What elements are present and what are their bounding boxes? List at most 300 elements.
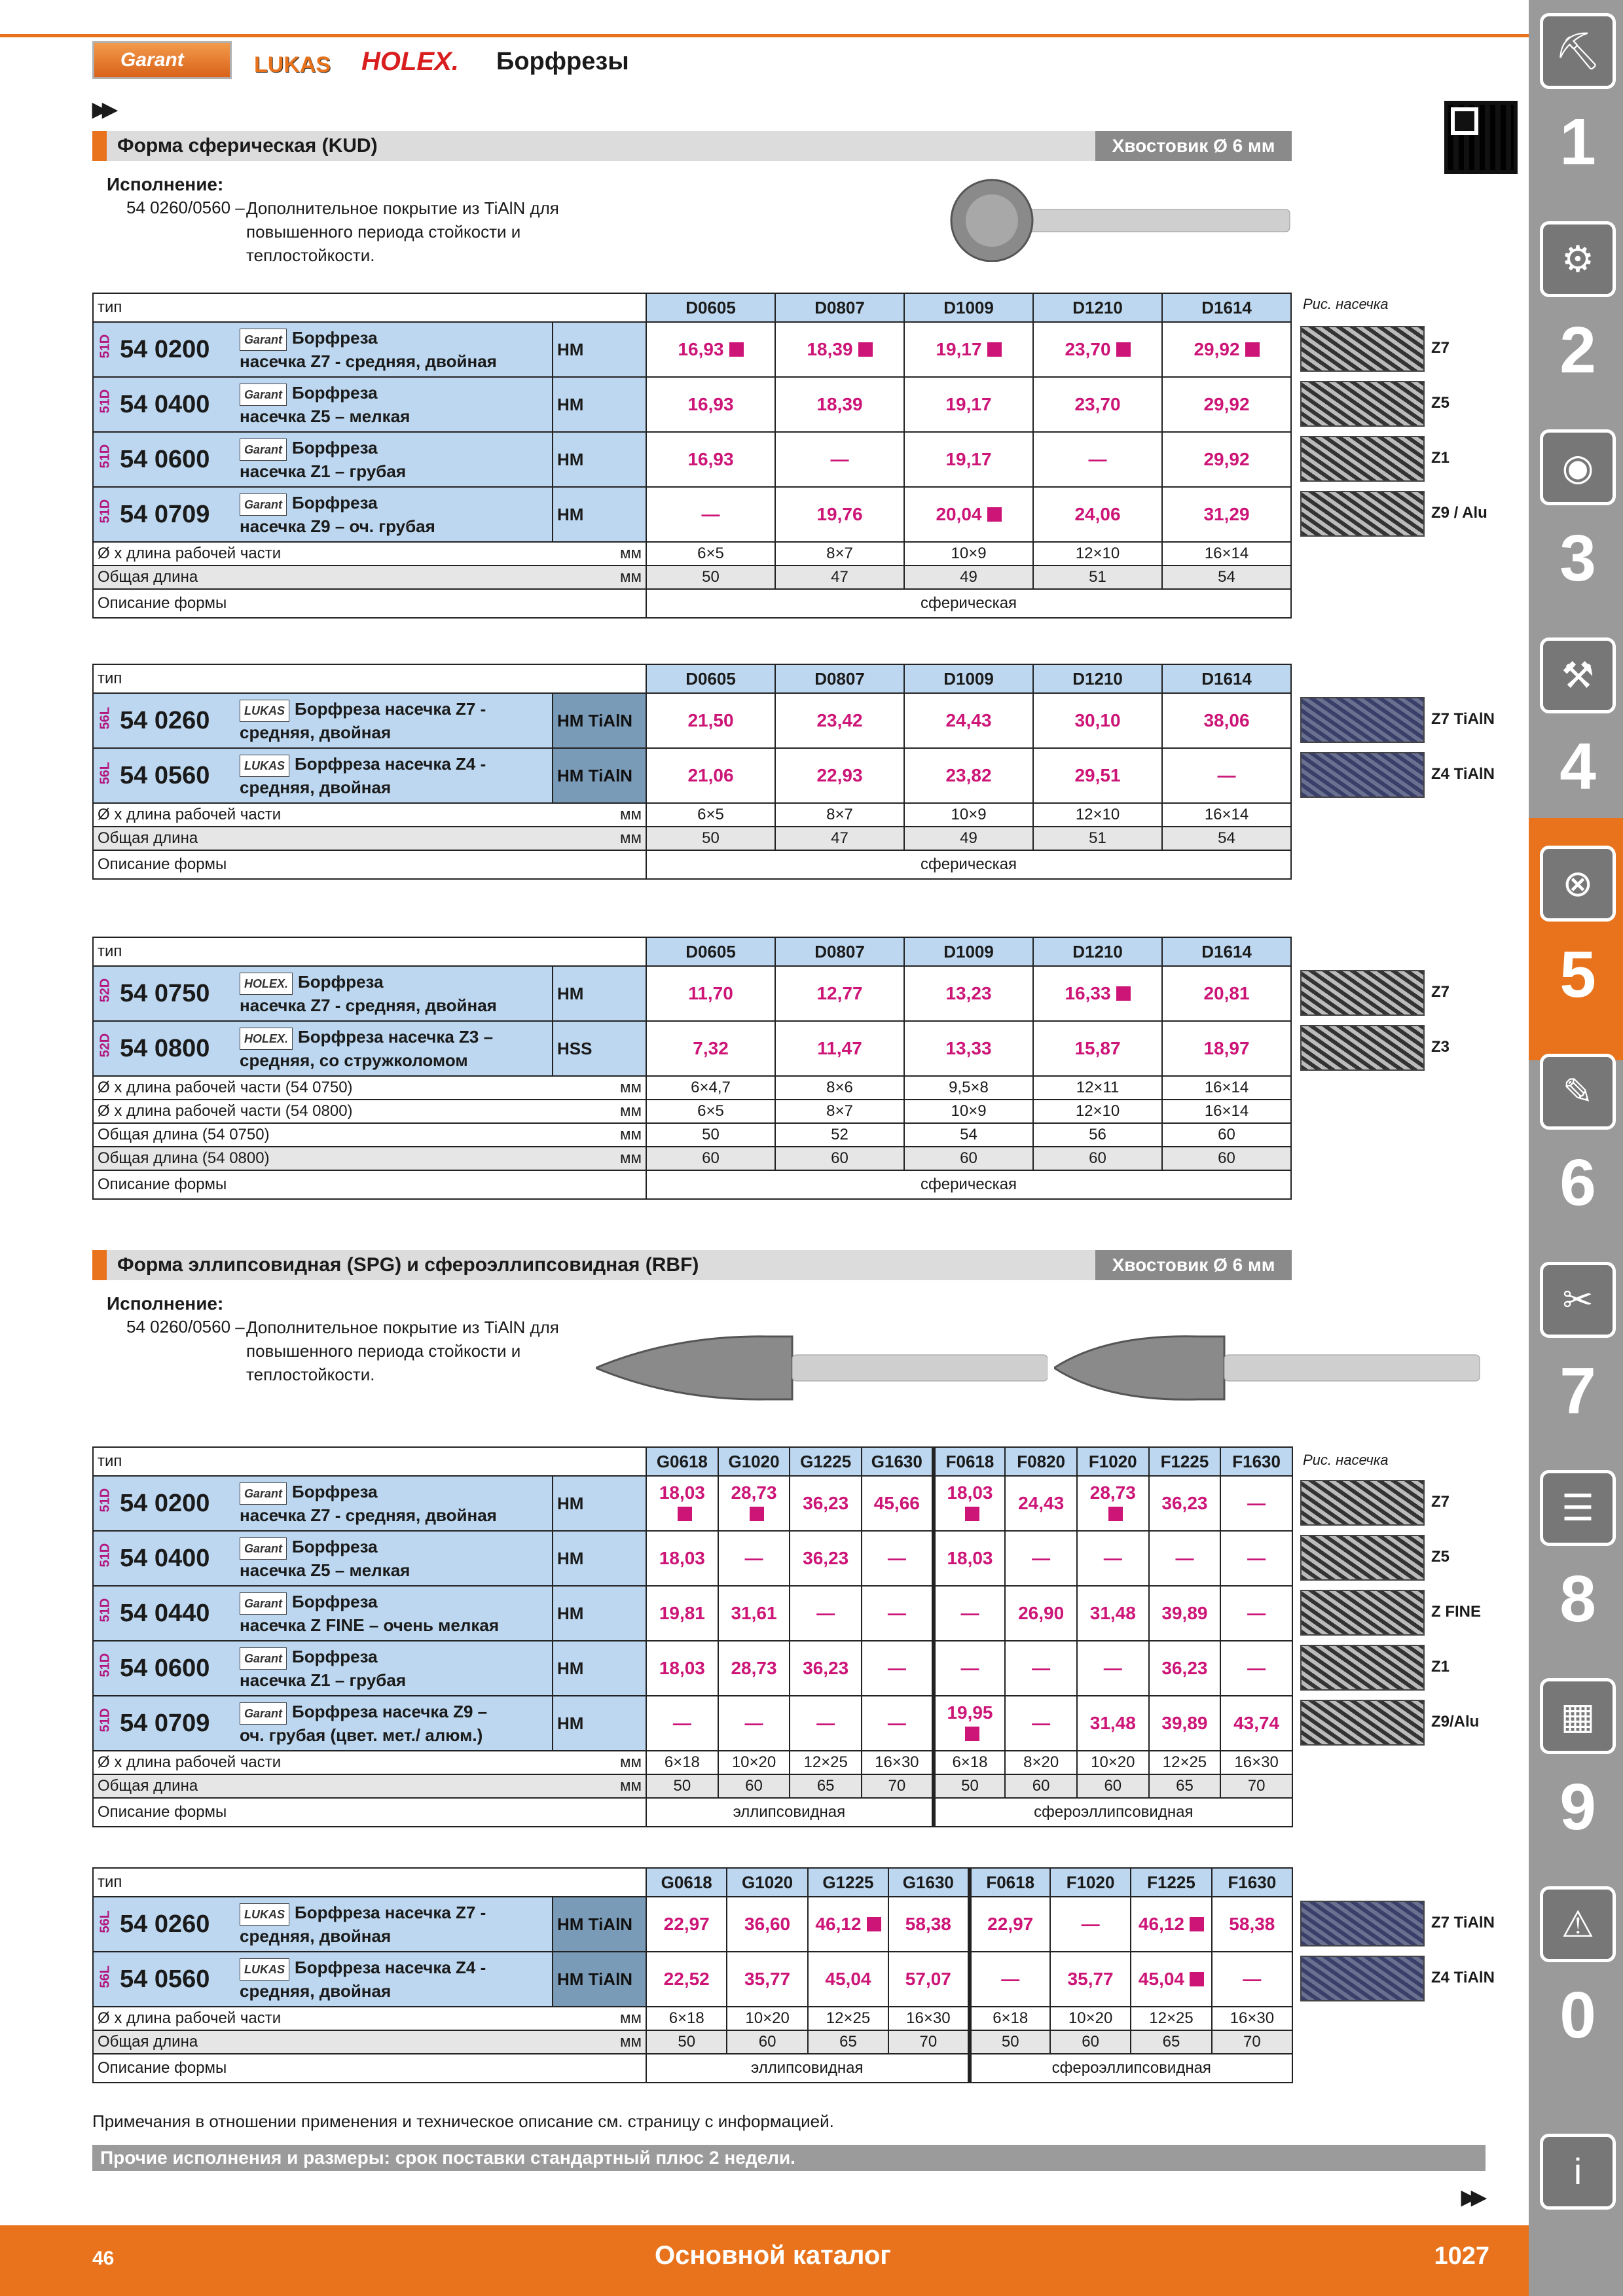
price-cell[interactable] xyxy=(1005,1696,1077,1751)
variant-code: 56L xyxy=(98,762,113,785)
chapter-number[interactable]: 7 xyxy=(1559,1354,1596,1427)
price-cell[interactable] xyxy=(646,748,775,803)
chapter-number[interactable]: 4 xyxy=(1559,730,1596,803)
execution-label: Исполнение: xyxy=(107,174,224,194)
price: — xyxy=(1247,1548,1266,1568)
price: 39,89 xyxy=(1161,1603,1208,1623)
table-row[interactable] xyxy=(93,1021,1291,1076)
type-label: тип xyxy=(93,664,646,693)
chapter-number[interactable]: 9 xyxy=(1559,1770,1596,1844)
column-header: G1225 xyxy=(808,1868,888,1897)
desc-line-1: Борфреза насечка Z4 - xyxy=(295,1958,486,1977)
price-cell[interactable] xyxy=(718,1696,790,1751)
dimension-value: 8×6 xyxy=(775,1076,904,1100)
unit: мм xyxy=(553,803,646,827)
price-cell[interactable] xyxy=(1212,1897,1292,1952)
cut-pattern-image xyxy=(1300,752,1425,798)
desc-line-2: насечка Z FINE – очень мелкая xyxy=(240,1615,500,1635)
price: 23,42 xyxy=(816,710,863,730)
footer-page-number: 1027 xyxy=(1434,2242,1489,2270)
table-row[interactable] xyxy=(93,1897,1292,1952)
chapter-icon[interactable] xyxy=(1540,2134,1616,2210)
price: 18,03 xyxy=(947,1548,993,1568)
price-cell[interactable] xyxy=(1149,1476,1221,1531)
price-cell[interactable] xyxy=(775,487,904,542)
chapter-glyph-icon: ☰ xyxy=(1561,1487,1595,1528)
material: HM xyxy=(553,1641,646,1696)
price: 19,76 xyxy=(816,504,863,524)
table-row[interactable] xyxy=(93,966,1291,1021)
table-row[interactable] xyxy=(93,1531,1292,1586)
table-row[interactable] xyxy=(93,322,1291,377)
price: 19,81 xyxy=(659,1603,705,1623)
price-cell[interactable] xyxy=(862,1641,934,1696)
type-label: тип xyxy=(93,1868,646,1897)
price-cell[interactable] xyxy=(934,1696,1006,1751)
article-number xyxy=(93,1641,236,1696)
price: 20,04 xyxy=(936,504,982,524)
price-cell[interactable] xyxy=(904,432,1033,487)
table-row[interactable] xyxy=(93,1696,1292,1751)
dimension-value: 50 xyxy=(934,1774,1006,1798)
price-cell[interactable] xyxy=(646,1897,727,1952)
price-cell[interactable] xyxy=(904,377,1033,432)
chapter-glyph-icon: ◉ xyxy=(1561,446,1594,488)
price-cell[interactable] xyxy=(790,1586,862,1641)
dimension-value: 6×18 xyxy=(934,1751,1006,1774)
desc-line-1: Борфреза насечка Z4 - xyxy=(295,754,486,774)
product-description xyxy=(236,966,553,1021)
price-cell[interactable] xyxy=(727,1897,807,1952)
table-row[interactable] xyxy=(93,1586,1292,1641)
chapter-icon[interactable] xyxy=(1540,1678,1616,1754)
dimension-value: 60 xyxy=(718,1774,790,1798)
desc-line-2: насечка Z1 – грубая xyxy=(240,461,406,481)
price-cell[interactable] xyxy=(808,1897,888,1952)
shape-label: Описание формы xyxy=(93,589,646,618)
chapter-number[interactable]: 8 xyxy=(1559,1562,1596,1636)
dimension-row xyxy=(93,565,1291,589)
desc-line-2: насечка Z7 - средняя, двойная xyxy=(240,996,497,1015)
dimension-value: 50 xyxy=(646,827,775,850)
price-cell[interactable] xyxy=(1077,1641,1149,1696)
price-cell[interactable] xyxy=(904,966,1033,1021)
price-cell[interactable] xyxy=(775,748,904,803)
table-row[interactable] xyxy=(93,748,1291,803)
price-cell[interactable] xyxy=(862,1696,934,1751)
price-cell[interactable] xyxy=(790,1476,862,1531)
price-cell[interactable] xyxy=(1050,1897,1131,1952)
price: 39,89 xyxy=(1161,1713,1208,1733)
price: 45,04 xyxy=(825,1969,871,1989)
spherical-garant-table xyxy=(92,293,1292,619)
price-cell[interactable] xyxy=(934,1586,1006,1641)
price-cell[interactable] xyxy=(1220,1476,1292,1531)
price-cell[interactable] xyxy=(718,1586,790,1641)
price-cell[interactable] xyxy=(1033,1021,1162,1076)
article-number xyxy=(93,1021,236,1076)
price: 18,39 xyxy=(807,339,853,359)
price: — xyxy=(1243,1969,1262,1989)
price-cell[interactable] xyxy=(888,1897,969,1952)
spherical-holex-table xyxy=(92,937,1292,1200)
variant-code: 56L xyxy=(98,1965,113,1988)
chapter-icon[interactable] xyxy=(1540,13,1616,89)
price-cell[interactable] xyxy=(775,432,904,487)
price-cell[interactable] xyxy=(1149,1586,1221,1641)
column-header: G1630 xyxy=(862,1447,934,1476)
dimension-value: 12×11 xyxy=(1033,1076,1162,1100)
price-cell[interactable] xyxy=(718,1641,790,1696)
lukas-logo: LUKAS xyxy=(254,52,331,77)
price: 28,73 xyxy=(731,1482,777,1503)
table-row[interactable] xyxy=(93,377,1291,432)
desc-line-1: Борфреза xyxy=(292,438,378,457)
price-cell[interactable] xyxy=(646,1531,718,1586)
price-cell[interactable] xyxy=(775,377,904,432)
price: 58,38 xyxy=(1229,1914,1275,1934)
price-cell[interactable] xyxy=(1033,377,1162,432)
variant-code: 52D xyxy=(98,978,113,1003)
dimension-value: 12×10 xyxy=(1033,542,1162,565)
price-cell[interactable] xyxy=(1131,1952,1211,2007)
price-cell[interactable] xyxy=(1050,1952,1131,2007)
product-description xyxy=(236,487,553,542)
price-cell[interactable] xyxy=(904,748,1033,803)
price-cell[interactable] xyxy=(862,1531,934,1586)
price-cell[interactable] xyxy=(888,1952,969,2007)
price-cell[interactable] xyxy=(1220,1586,1292,1641)
article-number xyxy=(93,693,236,748)
ellipsoid-garant-table xyxy=(92,1446,1293,1827)
price: 31,61 xyxy=(731,1603,777,1623)
price-cell[interactable] xyxy=(718,1476,790,1531)
table-row[interactable] xyxy=(93,487,1291,542)
price: 11,47 xyxy=(817,1038,862,1058)
price: 21,50 xyxy=(687,710,734,730)
price: 23,70 xyxy=(1074,394,1121,414)
stock-marker-icon xyxy=(867,1917,881,1931)
shank-badge: Хвостовик Ø 6 мм xyxy=(1095,131,1292,161)
article-code: 54 0400 xyxy=(120,390,210,418)
dimension-label: Общая длина xyxy=(93,2030,553,2054)
table-row[interactable] xyxy=(93,432,1291,487)
price-cell[interactable] xyxy=(775,322,904,377)
price: — xyxy=(1088,449,1107,469)
price-cell[interactable] xyxy=(934,1531,1006,1586)
desc-line-2: насечка Z1 – грубая xyxy=(240,1670,406,1690)
execution-codes: 54 0260/0560 – xyxy=(126,198,245,217)
section-header-spherical xyxy=(92,131,1292,161)
cut-pattern-label: Z9/Alu xyxy=(1431,1713,1480,1731)
price: — xyxy=(1247,1658,1266,1678)
desc-line-2: средняя, двойная xyxy=(240,1981,392,2001)
column-header: D1210 xyxy=(1033,293,1162,322)
brand-logo: Garant xyxy=(240,1482,287,1505)
column-header: D0807 xyxy=(775,937,904,966)
chapter-icon[interactable] xyxy=(1540,846,1616,922)
brand-logo: Garant xyxy=(240,329,287,351)
price: 36,23 xyxy=(803,1548,849,1568)
shape-label: Описание формы xyxy=(93,1170,646,1199)
table-row[interactable] xyxy=(93,1476,1292,1531)
price-cell[interactable] xyxy=(1005,1641,1077,1696)
dimension-value: 12×10 xyxy=(1033,803,1162,827)
price: 35,77 xyxy=(1067,1969,1114,1989)
price-cell[interactable] xyxy=(1005,1531,1077,1586)
price-cell[interactable] xyxy=(646,1641,718,1696)
cut-pattern-label: Z7 TiAlN xyxy=(1431,710,1495,728)
price-cell[interactable] xyxy=(1033,432,1162,487)
column-header: F0820 xyxy=(1005,1447,1077,1476)
price-cell[interactable] xyxy=(1212,1952,1292,2007)
ellipsoid-burr-image xyxy=(596,1329,1048,1407)
price-cell[interactable] xyxy=(1077,1476,1149,1531)
cut-pattern-image xyxy=(1300,436,1425,482)
price: 26,90 xyxy=(1018,1603,1065,1623)
material: HM TiAlN xyxy=(553,748,646,803)
dimension-value: 60 xyxy=(1162,1123,1291,1147)
price-cell[interactable] xyxy=(790,1531,862,1586)
price-cell[interactable] xyxy=(1162,432,1291,487)
chapter-icon[interactable] xyxy=(1540,429,1616,505)
dimension-label: Ø x длина рабочей части (54 0800) xyxy=(93,1100,553,1123)
desc-line-2: средняя, двойная xyxy=(240,723,392,742)
price-cell[interactable] xyxy=(1220,1696,1292,1751)
price-cell[interactable] xyxy=(1149,1641,1221,1696)
continue-arrows-icon: ▶▶ xyxy=(92,99,113,120)
dimension-value: 10×20 xyxy=(727,2007,807,2030)
price-cell[interactable] xyxy=(1220,1641,1292,1696)
price-cell[interactable] xyxy=(775,1021,904,1076)
dimension-value: 16×14 xyxy=(1162,803,1291,827)
price: 12,77 xyxy=(816,983,863,1003)
price-cell[interactable] xyxy=(904,693,1033,748)
price: 23,70 xyxy=(1065,339,1111,359)
product-description xyxy=(236,1641,553,1696)
dimension-value: 56 xyxy=(1033,1123,1162,1147)
material: HSS xyxy=(553,1021,646,1076)
article-code: 54 0200 xyxy=(120,335,210,363)
dimension-value: 60 xyxy=(727,2030,807,2054)
price-cell[interactable] xyxy=(1220,1531,1292,1586)
chapter-icon[interactable] xyxy=(1540,1054,1616,1130)
shape-label: Описание формы xyxy=(93,2054,646,2083)
price: 16,93 xyxy=(687,449,734,469)
price-cell[interactable] xyxy=(934,1641,1006,1696)
cut-pattern-label: Z7 xyxy=(1431,339,1450,357)
dimension-value: 16×30 xyxy=(888,2007,969,2030)
price: — xyxy=(1103,1658,1122,1678)
article-code: 54 0400 xyxy=(120,1544,210,1572)
chapter-icon[interactable] xyxy=(1540,1886,1616,1962)
dimension-value: 10×9 xyxy=(904,803,1033,827)
stock-marker-icon xyxy=(858,342,873,357)
dimension-value: 9,5×8 xyxy=(904,1076,1033,1100)
price-cell[interactable] xyxy=(790,1696,862,1751)
price-cell[interactable] xyxy=(862,1586,934,1641)
dimension-value: 60 xyxy=(1162,1147,1291,1170)
chapter-number[interactable]: 5 xyxy=(1559,938,1596,1011)
dimension-value: 10×9 xyxy=(904,542,1033,565)
dimension-value: 70 xyxy=(888,2030,969,2054)
table-row[interactable] xyxy=(93,693,1291,748)
price: — xyxy=(887,1658,906,1678)
cut-pattern-image xyxy=(1300,491,1425,537)
dimension-value: 60 xyxy=(1050,2030,1131,2054)
price-cell[interactable] xyxy=(1033,748,1162,803)
price: 18,03 xyxy=(659,1482,705,1503)
cut-pattern-image xyxy=(1300,1025,1425,1071)
article-number xyxy=(93,1586,236,1641)
product-description xyxy=(236,748,553,803)
price-cell[interactable] xyxy=(904,1021,1033,1076)
cut-pattern-header: Рис. насечка xyxy=(1303,1452,1389,1468)
column-header: F1630 xyxy=(1212,1868,1292,1897)
column-header: D0807 xyxy=(775,664,904,693)
price-cell[interactable] xyxy=(1077,1696,1149,1751)
desc-line-1: Борфреза xyxy=(298,972,384,992)
price-cell[interactable] xyxy=(1033,322,1162,377)
price-cell[interactable] xyxy=(1077,1531,1149,1586)
price-cell[interactable] xyxy=(1162,487,1291,542)
price-cell[interactable] xyxy=(1162,322,1291,377)
price-cell[interactable] xyxy=(1005,1476,1077,1531)
price-cell[interactable] xyxy=(970,1897,1050,1952)
chapter-number[interactable]: 0 xyxy=(1559,1979,1596,2052)
price-cell[interactable] xyxy=(1005,1586,1077,1641)
dimension-value: 8×7 xyxy=(775,1100,904,1123)
price-cell[interactable] xyxy=(904,487,1033,542)
product-description xyxy=(236,432,553,487)
unit: мм xyxy=(553,1123,646,1147)
chapter-glyph-icon: ⚒ xyxy=(1561,655,1595,696)
table-row[interactable] xyxy=(93,1641,1292,1696)
price-cell[interactable] xyxy=(646,1696,718,1751)
variant-code: 56L xyxy=(98,1910,113,1933)
price: 28,73 xyxy=(731,1658,777,1678)
price-cell[interactable] xyxy=(775,693,904,748)
price-cell[interactable] xyxy=(646,322,775,377)
application-note: Примечания в отношении применения и техническое описание см. страницу с информацией. xyxy=(92,2111,834,2131)
shank-badge: Хвостовик Ø 6 мм xyxy=(1095,1250,1292,1280)
price: — xyxy=(960,1603,979,1623)
desc-line-1: Борфреза xyxy=(292,1482,378,1501)
chapter-icon[interactable] xyxy=(1540,1470,1616,1546)
price: — xyxy=(744,1548,763,1568)
price: 18,39 xyxy=(816,394,863,414)
dimension-value: 54 xyxy=(1162,827,1291,850)
material: HM xyxy=(553,1476,646,1531)
price-cell[interactable] xyxy=(1162,748,1291,803)
price: 38,06 xyxy=(1203,710,1250,730)
chapter-number[interactable]: 3 xyxy=(1559,522,1596,595)
price-cell[interactable] xyxy=(1131,1897,1211,1952)
chapter-number[interactable]: 2 xyxy=(1559,314,1596,387)
price-cell[interactable] xyxy=(646,432,775,487)
dimension-label: Общая длина (54 0800) xyxy=(93,1147,553,1170)
price-cell[interactable] xyxy=(646,966,775,1021)
dimension-row xyxy=(93,827,1291,850)
price-cell[interactable] xyxy=(775,966,904,1021)
price-cell[interactable] xyxy=(646,1476,718,1531)
desc-line-1: Борфреза насечка Z9 – xyxy=(292,1702,488,1721)
chapter-number[interactable]: 1 xyxy=(1559,105,1596,179)
chapter-glyph-icon: ⚠ xyxy=(1561,1903,1595,1945)
cut-pattern-image xyxy=(1300,1480,1425,1526)
price: 31,29 xyxy=(1203,504,1250,524)
dimension-value: 6×18 xyxy=(646,2007,727,2030)
price-cell[interactable] xyxy=(1033,487,1162,542)
desc-line-2: средняя, двойная xyxy=(240,1926,392,1946)
shape-label: Описание формы xyxy=(93,1798,646,1827)
cut-pattern-image xyxy=(1300,697,1425,743)
price-cell[interactable] xyxy=(1077,1586,1149,1641)
price: — xyxy=(1103,1548,1122,1568)
dimension-row xyxy=(93,542,1291,565)
price: — xyxy=(1247,1493,1266,1513)
dimension-label: Ø x длина рабочей части xyxy=(93,2007,553,2030)
cut-pattern-label: Z9 / Alu xyxy=(1431,504,1487,522)
article-code: 54 0260 xyxy=(120,1910,210,1938)
chapter-number[interactable]: 6 xyxy=(1559,1146,1596,1219)
price-cell[interactable] xyxy=(727,1952,807,2007)
price-cell[interactable] xyxy=(1162,966,1291,1021)
qr-code-icon[interactable] xyxy=(1444,101,1518,174)
price: 19,17 xyxy=(945,394,992,414)
chapter-icon[interactable] xyxy=(1540,637,1616,713)
desc-line-1: Борфреза насечка Z7 - xyxy=(295,1903,486,1922)
dimension-value: 47 xyxy=(775,827,904,850)
price-cell[interactable] xyxy=(646,1021,775,1076)
article-number xyxy=(93,966,236,1021)
dimension-value: 16×30 xyxy=(1220,1751,1292,1774)
price-cell[interactable] xyxy=(646,1586,718,1641)
price-cell[interactable] xyxy=(646,693,775,748)
price-cell[interactable] xyxy=(1149,1531,1221,1586)
price: 18,97 xyxy=(1203,1038,1250,1058)
price-cell[interactable] xyxy=(646,487,775,542)
chapter-icon[interactable] xyxy=(1540,221,1616,297)
price-cell[interactable] xyxy=(718,1531,790,1586)
price-cell[interactable] xyxy=(1033,966,1162,1021)
price-cell[interactable] xyxy=(646,1952,727,2007)
brand-logo: Garant xyxy=(240,1647,287,1670)
price-cell[interactable] xyxy=(904,322,1033,377)
price-cell[interactable] xyxy=(1149,1696,1221,1751)
price-cell[interactable] xyxy=(970,1952,1050,2007)
price-cell[interactable] xyxy=(808,1952,888,2007)
price-cell[interactable] xyxy=(934,1476,1006,1531)
price-cell[interactable] xyxy=(1162,1021,1291,1076)
price-cell[interactable] xyxy=(646,377,775,432)
product-description xyxy=(236,377,553,432)
article-code: 54 0600 xyxy=(120,1654,210,1682)
price-cell[interactable] xyxy=(1033,693,1162,748)
price-cell[interactable] xyxy=(790,1641,862,1696)
price: 22,97 xyxy=(663,1914,710,1934)
variant-code: 51D xyxy=(98,1708,113,1732)
table-row[interactable] xyxy=(93,1952,1292,2007)
price-cell[interactable] xyxy=(862,1476,934,1531)
brand-logo: Garant xyxy=(240,384,287,406)
price-cell[interactable] xyxy=(1162,377,1291,432)
chapter-icon[interactable] xyxy=(1540,1262,1616,1338)
price: 30,10 xyxy=(1074,710,1121,730)
price: 29,92 xyxy=(1203,449,1250,469)
price-cell[interactable] xyxy=(1162,693,1291,748)
dimension-value: 49 xyxy=(904,827,1033,850)
